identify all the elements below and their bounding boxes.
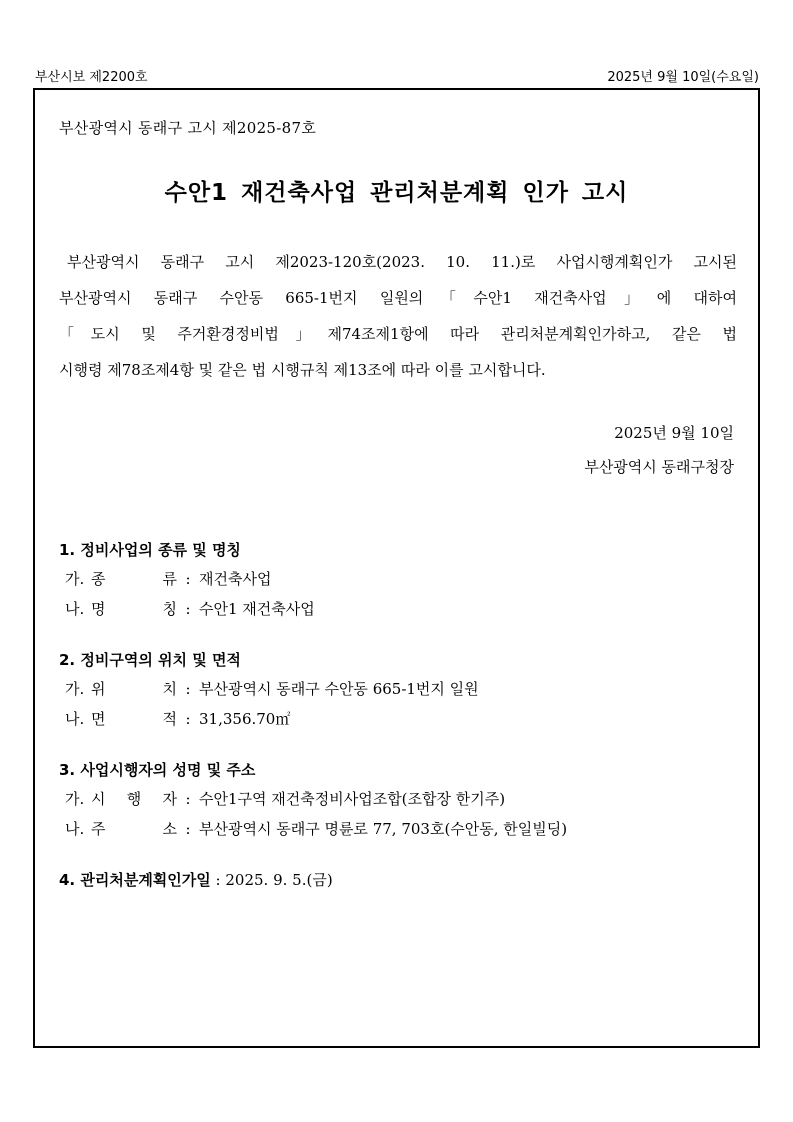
list-item xyxy=(59,594,739,624)
item-colon: : xyxy=(185,600,191,618)
item-label: 주 소 xyxy=(91,820,177,838)
list-item xyxy=(59,704,739,734)
section-project-type xyxy=(59,536,739,624)
item-colon: : xyxy=(185,820,191,838)
issuer: 부산광역시 동래구청장 xyxy=(584,458,734,476)
item-marker: 가. xyxy=(65,570,85,588)
gazette-date: 2025년 9월 10일(수요일) xyxy=(607,70,759,85)
item-colon: : xyxy=(185,680,191,698)
list-item xyxy=(59,674,739,704)
section-heading-text: 4. 관리처분계획인가일 xyxy=(59,871,211,889)
item-label: 시 행 자 xyxy=(91,790,177,808)
signature-block xyxy=(584,416,734,484)
notice-body xyxy=(59,244,737,388)
list-item xyxy=(59,564,739,594)
section-approval-date xyxy=(59,866,739,894)
notice-date: 2025년 9월 10일 xyxy=(614,424,734,442)
item-marker: 나. xyxy=(65,710,85,728)
section-heading: 2. 정비구역의 위치 및 면적 xyxy=(59,651,241,669)
section-zone-location xyxy=(59,646,739,734)
gazette-issue: 부산시보 제2200호 xyxy=(35,70,148,85)
item-value: 부산광역시 동래구 명륜로 77, 703호(수안동, 한일빌딩) xyxy=(199,820,568,838)
approval-date-value: : 2025. 9. 5.(금) xyxy=(210,871,333,889)
item-marker: 가. xyxy=(65,790,85,808)
section-heading xyxy=(59,866,739,894)
notice-title: 수안1 재건축사업 관리처분계획 인가 고시 xyxy=(164,180,629,206)
item-marker: 나. xyxy=(65,600,85,618)
body-line: 부산광역시 동래구 수안동 665-1번지 일원의「수안1 재건축사업」에 대하여 xyxy=(59,289,737,307)
item-value: 31,356.70㎡ xyxy=(199,710,291,728)
section-operator xyxy=(59,756,739,844)
notice-number: 부산광역시 동래구 고시 제2025-87호 xyxy=(59,119,317,137)
body-line: 「도시 및 주거환경정비법」제74조제1항에 따라 관리처분계획인가하고, 같은 법 xyxy=(59,325,737,343)
item-label: 위 치 xyxy=(91,680,177,698)
item-value: 수안1구역 재건축정비사업조합(조합장 한기주) xyxy=(199,790,506,808)
list-item xyxy=(59,784,739,814)
item-marker: 나. xyxy=(65,820,85,838)
body-line: 시행령 제78조제4항 및 같은 법 시행규칙 제13조에 따라 이를 고시합니다. xyxy=(59,361,546,379)
running-header xyxy=(35,66,759,86)
item-colon: : xyxy=(185,710,191,728)
item-value: 수안1 재건축사업 xyxy=(199,600,315,618)
section-heading: 3. 사업시행자의 성명 및 주소 xyxy=(59,761,256,779)
item-label: 명 칭 xyxy=(91,600,177,618)
item-label: 종 류 xyxy=(91,570,177,588)
item-label: 면 적 xyxy=(91,710,177,728)
item-value: 부산광역시 동래구 수안동 665-1번지 일원 xyxy=(199,680,479,698)
item-value: 재건축사업 xyxy=(199,570,272,588)
list-item xyxy=(59,814,739,844)
notice-frame xyxy=(33,88,760,1048)
body-line: 부산광역시 동래구 고시 제2023-120호(2023. 10. 11.)로 사업시행계획인가 고시된 xyxy=(67,253,737,271)
item-marker: 가. xyxy=(65,680,85,698)
item-colon: : xyxy=(185,570,191,588)
section-heading: 1. 정비사업의 종류 및 명칭 xyxy=(59,541,241,559)
notice-sections xyxy=(59,536,739,916)
item-colon: : xyxy=(185,790,191,808)
